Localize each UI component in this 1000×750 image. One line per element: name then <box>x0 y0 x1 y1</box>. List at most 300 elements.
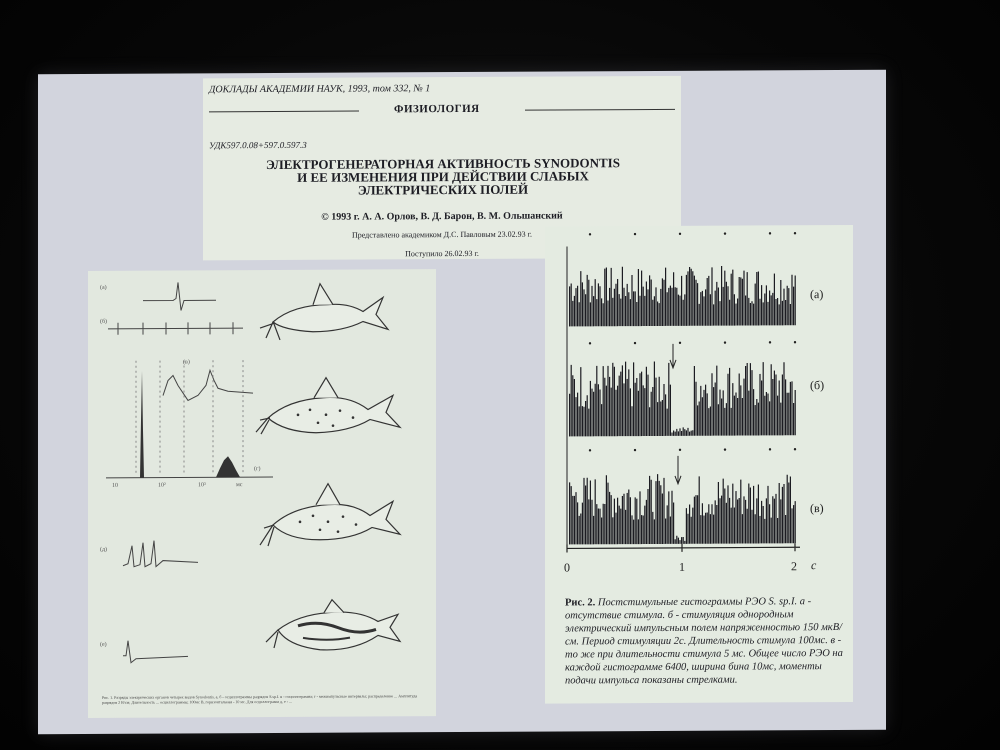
histogram-bar <box>684 541 685 544</box>
histogram-bar <box>679 428 680 436</box>
histogram-bar <box>681 276 682 326</box>
histogram-bar <box>782 487 783 543</box>
histogram-bar <box>625 510 626 544</box>
histogram-bar <box>775 375 776 436</box>
histogram-bar <box>687 428 688 436</box>
histogram-bar <box>729 368 730 436</box>
histogram-bar <box>580 271 581 326</box>
histogram-bar <box>628 490 629 545</box>
histogram-bar <box>603 504 604 545</box>
section-rule-right <box>525 109 675 111</box>
histogram-bar <box>772 379 773 435</box>
histogram-bar <box>643 385 644 436</box>
histogram-bar <box>601 404 602 436</box>
histogram-bar <box>595 384 596 437</box>
histogram-bar <box>604 378 605 437</box>
histogram-bar <box>595 279 596 326</box>
histogram-bar <box>598 384 599 436</box>
histogram-bar <box>743 496 744 543</box>
histogram-bar <box>622 267 623 326</box>
histogram-bar <box>670 385 671 436</box>
histogram-bar <box>783 484 784 543</box>
histogram-bar <box>686 430 687 436</box>
histogram-bar <box>689 432 690 436</box>
histogram-bar <box>635 497 636 544</box>
histogram-bar <box>740 277 741 325</box>
histogram-bar <box>588 280 589 327</box>
histogram-bar <box>758 272 759 326</box>
histogram-bar <box>699 402 700 436</box>
histogram-bar <box>787 475 788 544</box>
histogram-bar <box>667 409 668 436</box>
histogram-bar <box>763 362 764 435</box>
histogram-bar <box>694 366 695 436</box>
histogram-bar <box>710 294 711 325</box>
histogram-bar <box>615 513 616 545</box>
grid-dot <box>724 341 726 343</box>
histogram-bar <box>606 386 607 437</box>
histogram-bar <box>766 285 767 325</box>
histogram-bar <box>575 288 576 326</box>
histogram-bar <box>598 508 599 544</box>
histogram-bar <box>795 275 796 325</box>
histogram-bar <box>740 385 741 435</box>
histogram-bar <box>574 379 575 436</box>
histogram-bar <box>718 404 719 435</box>
histogram-bar <box>761 501 762 544</box>
histogram-bar <box>748 298 749 326</box>
histogram-bar <box>732 484 733 544</box>
histogram-bar <box>617 386 618 437</box>
histogram-bar <box>574 296 575 327</box>
grid-dot <box>589 449 591 451</box>
histogram-bar <box>695 495 696 544</box>
histogram-bar <box>764 519 765 544</box>
histogram-bar <box>747 509 748 544</box>
histogram-bar <box>662 494 663 544</box>
histogram-bar <box>780 403 781 436</box>
histogram-bar <box>647 289 648 326</box>
histogram-bar <box>732 383 733 435</box>
histogram-bar <box>719 498 720 543</box>
paper-title <box>243 156 643 197</box>
x-unit: с <box>811 558 817 573</box>
histogram-bar <box>571 486 572 544</box>
histogram-bar <box>708 504 709 544</box>
histogram-bar <box>647 375 648 436</box>
histogram-bar <box>697 405 698 435</box>
grid-dot <box>634 449 636 451</box>
histogram-bar <box>579 516 580 545</box>
histogram-bar <box>678 295 679 326</box>
histogram-bar <box>617 498 618 545</box>
histogram-bar <box>620 509 621 545</box>
histogram-bar <box>660 401 661 436</box>
histogram-bar <box>756 498 757 543</box>
histogram-bar <box>665 519 666 544</box>
grid-dot <box>634 342 636 344</box>
histogram-bar <box>611 268 612 326</box>
caption-label: Рис. 2. <box>565 597 596 609</box>
histogram-bar <box>748 391 749 436</box>
histogram-bar <box>599 286 600 326</box>
x-tick-2: 2 <box>791 559 797 574</box>
histogram-bar <box>606 475 607 544</box>
histogram-bar <box>708 276 709 326</box>
histogram-bar <box>657 474 658 544</box>
histogram-bar <box>679 296 680 326</box>
histogram-bar <box>782 375 783 436</box>
histogram-bar <box>756 272 757 325</box>
histogram-bar <box>687 514 688 544</box>
grid-dot <box>794 232 796 234</box>
histogram-bar <box>571 284 572 327</box>
title-line-1: ЭЛЕКТРОГЕНЕРАТОРНАЯ АКТИВНОСТЬ SYNODONTIS <box>266 155 620 173</box>
histogram-bar <box>692 430 693 436</box>
histogram-bar <box>755 514 756 543</box>
histogram-bar <box>731 408 732 436</box>
histogram-bar <box>575 492 576 544</box>
histogram-bar <box>732 270 733 326</box>
histogram-bar <box>769 504 770 543</box>
histogram-bar <box>699 304 700 326</box>
histogram-bar <box>655 287 656 326</box>
histogram-bar <box>759 374 760 436</box>
histogram-bar <box>737 398 738 436</box>
histogram-bar <box>614 367 615 436</box>
histogram-bar <box>652 387 653 436</box>
histogram-bar <box>601 517 602 544</box>
histogram-bar <box>599 509 600 545</box>
histogram-bar <box>707 513 708 544</box>
histogram-bar <box>791 381 792 435</box>
histogram-bar <box>791 508 792 543</box>
histogram-bar <box>775 299 776 325</box>
histogram-bar <box>572 301 573 327</box>
histogram-bar <box>676 288 677 326</box>
histogram-bar <box>596 299 597 326</box>
histogram-bar <box>615 390 616 437</box>
histogram-bar <box>700 386 701 436</box>
grid-dot <box>589 233 591 235</box>
histogram-bar <box>727 286 728 325</box>
histogram-bar <box>769 401 770 435</box>
histogram-bar <box>572 375 573 436</box>
authors: © 1993 г. А. А. Орлов, В. Д. Барон, В. М. Ольшанский <box>321 210 563 223</box>
histogram-bar <box>644 388 645 436</box>
histogram-bar <box>671 288 672 326</box>
histogram-bar <box>665 268 666 326</box>
histogram-bar <box>659 377 660 436</box>
histogram-bar <box>619 294 620 326</box>
histogram-bar <box>772 496 773 543</box>
histogram-bar <box>623 494 624 544</box>
histogram-bar <box>742 514 743 543</box>
histogram-bar <box>580 513 581 544</box>
histogram-bar <box>707 393 708 435</box>
histogram-bar <box>703 516 704 544</box>
histogram-bar <box>766 392 767 435</box>
histogram-bar <box>580 367 581 436</box>
histogram-bar <box>636 499 637 544</box>
histogram-bar <box>673 272 674 326</box>
histogram-bar <box>587 275 588 327</box>
histogram-bar <box>607 366 608 436</box>
histogram-bar <box>689 505 690 544</box>
histogram-bar <box>686 508 687 544</box>
histogram-bar <box>651 480 652 544</box>
figure-2-panel <box>545 225 853 704</box>
histogram-bar <box>622 496 623 544</box>
histogram-bar <box>687 271 688 326</box>
oscillogram-e <box>123 540 198 566</box>
histogram-bar <box>633 362 634 436</box>
x-tick-1: 1 <box>679 559 685 574</box>
histogram-bar <box>654 519 655 544</box>
histogram-bar <box>633 291 634 326</box>
histogram-bar <box>779 304 780 325</box>
histogram-bar <box>705 289 706 325</box>
grid-dot <box>794 341 796 343</box>
stimulus-arrow-c <box>675 456 681 484</box>
histogram-bar <box>703 296 704 325</box>
histogram-bar <box>735 392 736 435</box>
histogram-bar <box>695 280 696 326</box>
histogram-bar <box>620 299 621 327</box>
histogram-bar <box>583 289 584 326</box>
histogram-bar <box>691 431 692 436</box>
label-b: (б) <box>100 318 108 325</box>
histogram-bar <box>569 286 570 326</box>
histogram-bar <box>673 430 674 435</box>
histogram-bar <box>647 489 648 544</box>
histogram-bar <box>675 539 676 544</box>
histogram-bar <box>785 379 786 435</box>
grid-dot <box>769 448 771 450</box>
histogram-bar <box>771 364 772 435</box>
histogram-bar <box>790 304 791 325</box>
histogram-bar <box>737 499 738 543</box>
histogram-bar <box>745 500 746 544</box>
histogram-bar <box>758 403 759 436</box>
grid-dot <box>589 342 591 344</box>
histogram-bar <box>724 489 725 544</box>
histogram-bar <box>641 271 642 327</box>
label-a: (a) <box>100 284 107 291</box>
histogram-bar <box>750 487 751 543</box>
histogram-bar <box>660 485 661 544</box>
histogram-bar <box>739 374 740 436</box>
grid-dot <box>724 448 726 450</box>
histogram-bar <box>791 275 792 326</box>
histogram-bar <box>767 486 768 544</box>
histogram-bar <box>774 371 775 436</box>
histogram-bar <box>631 275 632 326</box>
presented-by: Представлено академиком Д.С. Павловым 23.02.93 г. <box>351 229 533 240</box>
histogram-bar <box>737 299 738 326</box>
histogram-bar <box>641 515 642 544</box>
histogram-bar <box>761 381 762 436</box>
histogram-bar <box>643 287 644 326</box>
histogram-bar <box>745 296 746 326</box>
histogram-bar <box>723 287 724 326</box>
histogram-bar <box>726 282 727 326</box>
histogram-bar <box>763 506 764 543</box>
oscillogram-f <box>123 640 188 662</box>
pulse-train-b <box>108 322 243 335</box>
histogram-bar <box>707 278 708 326</box>
histogram-bar <box>662 400 663 436</box>
histogram-bar <box>652 300 653 326</box>
histogram-bar <box>598 283 599 326</box>
histogram-bar <box>764 294 765 326</box>
grid-dot <box>679 449 681 451</box>
histogram-bar <box>601 298 602 326</box>
histogram-bar <box>729 498 730 544</box>
histogram-axis <box>106 477 273 478</box>
histogram-bar <box>665 394 666 436</box>
grid-dot <box>794 448 796 450</box>
histogram-bar <box>713 304 714 325</box>
histogram-bar <box>607 483 608 545</box>
histogram-bar <box>743 379 744 436</box>
histogram-bar <box>657 301 658 326</box>
histogram-bar <box>743 271 744 326</box>
title-line-3: ЭЛЕКТРИЧЕСКИХ ПОЛЕЙ <box>357 181 529 198</box>
projection-screen <box>38 70 886 734</box>
histogram-bar <box>657 402 658 436</box>
histogram-bar <box>774 274 775 326</box>
histogram-bar <box>759 516 760 544</box>
histogram-bar <box>759 299 760 326</box>
histogram-bar <box>631 406 632 436</box>
catfish-1-drawing <box>260 283 388 340</box>
histogram-bar <box>751 301 752 325</box>
histogram-bar <box>747 272 748 325</box>
histogram-bar <box>681 537 682 544</box>
label-c: (в) <box>183 359 190 366</box>
figure-1-panel <box>88 269 436 718</box>
histogram-bar <box>779 483 780 543</box>
histogram-bar <box>734 507 735 543</box>
histogram-bar <box>715 291 716 326</box>
histogram-bar <box>747 363 748 436</box>
histogram-bar <box>644 506 645 544</box>
histogram-bar <box>655 481 656 544</box>
histogram-bar <box>793 287 794 326</box>
histogram-bar <box>771 295 772 325</box>
histogram-bar <box>710 514 711 544</box>
histogram-bar <box>708 408 709 436</box>
tick-10-3: 10³ <box>198 482 206 489</box>
label-e: (д) <box>100 546 108 553</box>
histogram-bar <box>574 496 575 545</box>
section-title: ФИЗИОЛОГИЯ <box>394 102 480 116</box>
histogram-bar <box>697 495 698 544</box>
histogram-bar <box>692 508 693 544</box>
histogram-bar <box>726 503 727 544</box>
x-tick-0: 0 <box>564 560 570 575</box>
histogram-bar <box>777 396 778 436</box>
histogram-bar <box>582 406 583 436</box>
histogram-bar <box>623 383 624 436</box>
histogram-bar <box>783 289 784 326</box>
histogram-bar <box>721 399 722 436</box>
histogram-bar <box>727 374 728 436</box>
histogram-bar <box>619 376 620 437</box>
histogram-bar <box>715 500 716 543</box>
histogram-bar <box>775 494 776 544</box>
histogram-bar <box>751 370 752 435</box>
grid-dot <box>769 341 771 343</box>
histogram-bar <box>679 540 680 544</box>
histogram-bar <box>587 395 588 436</box>
histogram-bar <box>649 476 650 544</box>
histogram-bar <box>604 269 605 327</box>
histogram-bar <box>719 301 720 326</box>
histogram-bar <box>793 505 794 543</box>
histogram-bar <box>591 389 592 437</box>
histogram-bar <box>649 407 650 436</box>
histogram-bar <box>716 505 717 544</box>
histogram-bar <box>585 294 586 326</box>
histogram-bar <box>611 495 612 544</box>
histogram-bar <box>590 381 591 437</box>
journal-reference: ДОКЛАДЫ АКАДЕМИИ НАУК, 1993, том 332, № 1 <box>209 83 431 96</box>
histogram-bar <box>649 275 650 326</box>
histogram-bar <box>774 499 775 544</box>
histogram-bar <box>788 393 789 436</box>
histogram-bar <box>627 284 628 326</box>
histogram-bar <box>748 483 749 543</box>
histogram-bar <box>638 269 639 326</box>
histogram-bar <box>663 280 664 326</box>
caption-text: Постстимульные гистограммы РЭО S. sp.I. а - отсутствие стимула. б - стимуляция однородным электрический импульсным полем напряженностью 150 мкВ/см. Период стимуляции 2с. Длительность стимула 100мс. в - то же при длительности стимула 5 мс. Общее число РЭО на каждой гистограмме 6400, ширина бина 10мс, моменты подачи импульса показаны стрелками. <box>565 596 843 687</box>
histogram-bar <box>639 373 640 436</box>
histogram-bar <box>609 288 610 326</box>
received-date: Поступило 26.02.93 г. <box>405 248 479 259</box>
histogram-bar <box>724 408 725 436</box>
histogram-bar <box>612 363 613 436</box>
histogram-bar <box>777 518 778 543</box>
histogram-bar <box>710 406 711 435</box>
histogram-bar <box>700 515 701 544</box>
histogram-bar <box>636 378 637 436</box>
histogram-bar <box>643 516 644 545</box>
histogram-bar <box>711 267 712 325</box>
histogram-bar <box>691 517 692 544</box>
histogram-bar <box>683 537 684 544</box>
histogram-bar <box>582 503 583 545</box>
histogram-bar <box>723 479 724 544</box>
histogram-bar <box>715 382 716 435</box>
histogram-bar <box>777 298 778 325</box>
histogram-bar <box>771 518 772 544</box>
histogram-bar <box>577 286 578 327</box>
histogram-bar <box>727 485 728 543</box>
histogram-bar <box>719 390 720 436</box>
histogram-bar <box>599 389 600 436</box>
histogram-bar <box>569 394 570 437</box>
catfish-3-drawing <box>260 483 400 546</box>
histogram-bar <box>660 289 661 326</box>
histogram-bar <box>711 504 712 543</box>
histogram-bar <box>766 498 767 543</box>
histogram-bar <box>691 269 692 326</box>
histogram-bar <box>659 481 660 544</box>
grid-dot <box>769 232 771 234</box>
histogram-bar <box>659 303 660 326</box>
